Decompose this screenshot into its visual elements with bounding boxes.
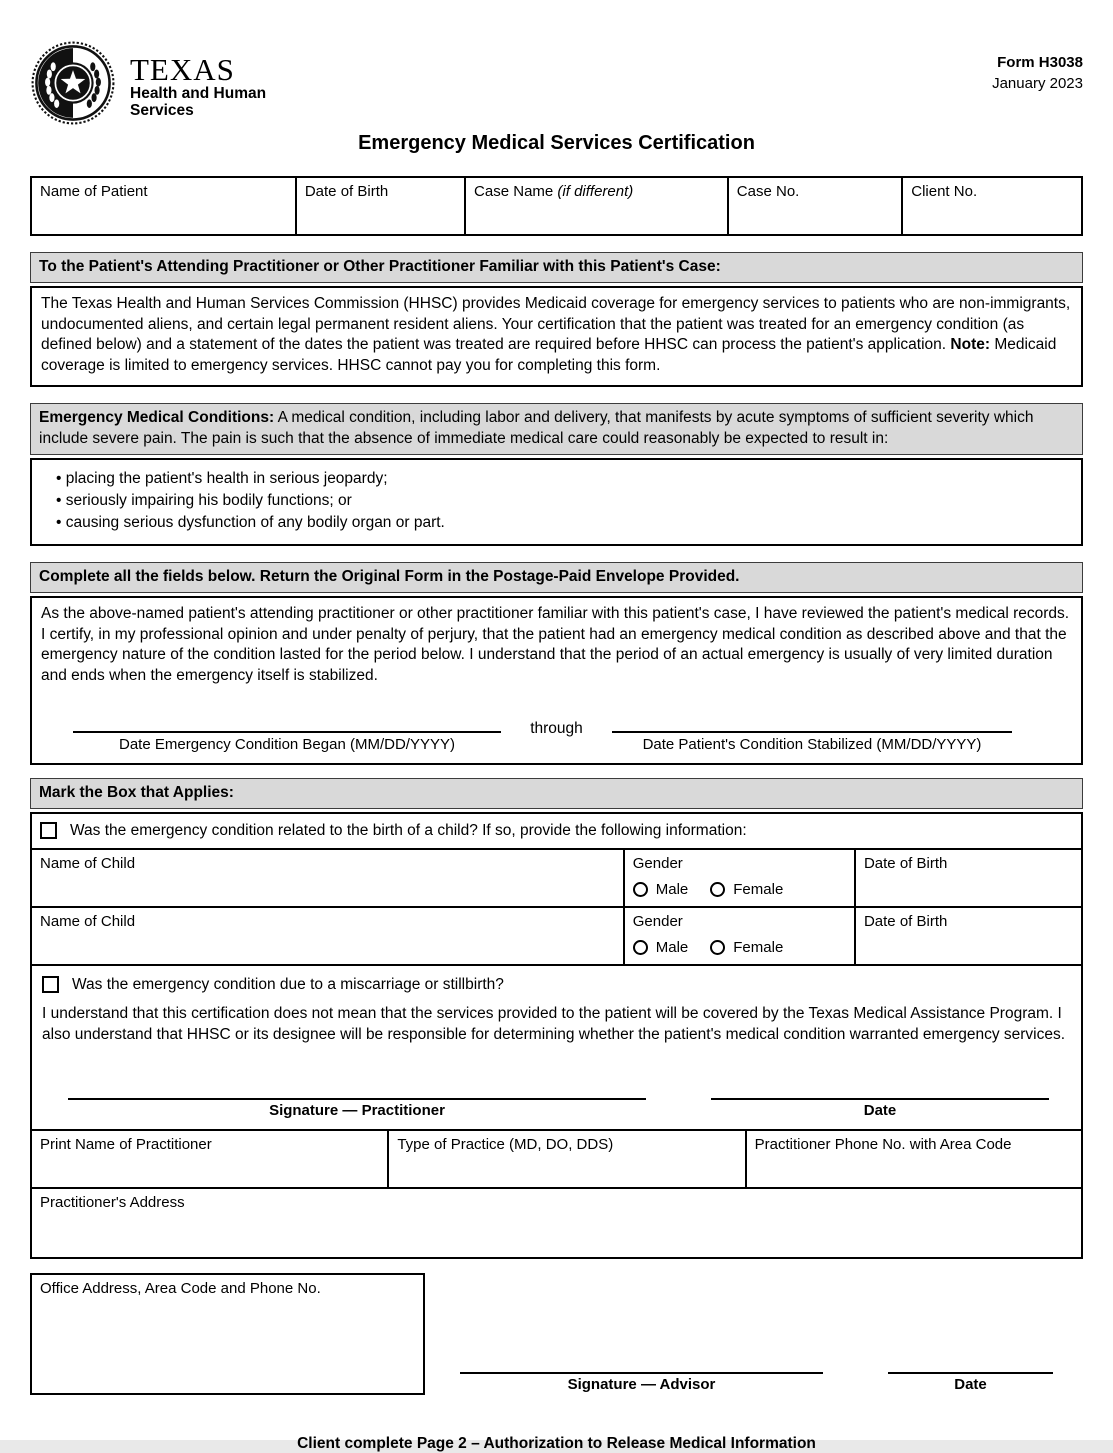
advisor-signature-line[interactable] [460, 1352, 823, 1374]
advisor-section [30, 1273, 1083, 1395]
advisor-signature-label: Signature — Advisor [567, 1375, 716, 1393]
male-radio[interactable] [633, 940, 648, 955]
field-practitioner-address[interactable] [31, 1188, 1082, 1258]
female-label: Female [733, 880, 784, 898]
field-label: Date of Birth [863, 912, 948, 930]
practitioner-date-line[interactable] [711, 1078, 1049, 1100]
field-label: Name of Child [40, 912, 136, 930]
date-stabilized-label: Date Patient's Condition Stabilized (MM/DD/YYYY) [642, 735, 982, 753]
form-number: Form H3038 [997, 54, 1083, 71]
logo-sub-text-2: Services [130, 102, 194, 120]
section-heading-emergency-conditions [30, 403, 1083, 455]
field-name-of-child[interactable] [31, 849, 624, 907]
miscarriage-checkbox[interactable] [42, 976, 59, 993]
certify-signature-block [30, 964, 1083, 1131]
field-label: Practitioner Phone No. with Area Code [754, 1135, 1012, 1153]
practitioner-notice-body [30, 286, 1083, 387]
practitioner-date-label: Date [863, 1101, 897, 1119]
emergency-conditions-lead: Emergency Medical Conditions: [39, 408, 275, 426]
bullet-item: • placing the patient's health in serious jeopardy; [56, 468, 1072, 490]
field-label: Gender [632, 912, 683, 930]
birth-question-row [31, 813, 1082, 849]
emergency-dates-row [41, 711, 1072, 755]
field-practitioner-phone[interactable] [746, 1130, 1082, 1188]
female-label: Female [733, 938, 784, 956]
logo-wordmark [130, 40, 266, 120]
footer-instruction: Client complete Page 2 – Authorization to Release Medical Information [297, 1434, 816, 1452]
field-label: Practitioner's Address [40, 1193, 185, 1211]
certification-box [30, 596, 1083, 765]
field-client-no[interactable] [902, 177, 1082, 235]
field-print-name-practitioner[interactable] [31, 1130, 388, 1188]
field-type-of-practice[interactable] [388, 1130, 745, 1188]
birth-child-table [30, 812, 1083, 966]
field-label: Office Address, Area Code and Phone No. [40, 1279, 321, 1297]
birth-question-label: Was the emergency condition related to the birth of a child? If so, provide the following information: [70, 821, 747, 839]
field-gender [624, 849, 855, 907]
field-label: Print Name of Practitioner [40, 1135, 212, 1153]
birth-child-checkbox[interactable] [40, 822, 57, 839]
male-label: Male [655, 938, 689, 956]
field-label: Name of Patient [40, 183, 148, 200]
understanding-text: I understand that this certification does not mean that the services provided to the patient will be covered by the Texas Medical Assistance Program. I also understand that HHSC or its designee will be responsible for determining whether the patient's medical condition warranted emergency services. [42, 1004, 1066, 1043]
texas-hhs-logo [30, 40, 266, 126]
page-title: Emergency Medical Services Certification [358, 132, 755, 154]
practitioner-signature-label: Signature — Practitioner [269, 1101, 445, 1119]
field-label-note: (if different) [553, 183, 634, 200]
field-office-address[interactable] [30, 1273, 425, 1395]
logo-sub-text-1: Health and Human [130, 85, 267, 102]
advisor-date-line[interactable] [888, 1352, 1053, 1374]
form-date: January 2023 [992, 75, 1083, 92]
bullet-item: • seriously impairing his bodily functions; or [56, 490, 1072, 512]
date-stabilized-input-line[interactable] [612, 711, 1012, 733]
section-heading-mark-box: Mark the Box that Applies: [30, 778, 1083, 809]
emergency-conditions-bullets [30, 458, 1083, 546]
practitioner-info-table [30, 1129, 1083, 1259]
field-label: Date of Birth [304, 183, 389, 200]
texas-hhs-seal-icon [30, 40, 116, 126]
field-name-of-child[interactable] [31, 907, 624, 965]
field-date-of-birth[interactable] [296, 177, 465, 235]
field-gender [624, 907, 855, 965]
date-began-input-line[interactable] [73, 711, 501, 733]
patient-info-table [30, 176, 1083, 236]
field-label: Name of Child [40, 854, 136, 872]
field-label: Case Name [474, 183, 554, 200]
field-child-date-of-birth[interactable] [855, 907, 1082, 965]
practitioner-signature-row [42, 1078, 1071, 1119]
header [30, 40, 1083, 126]
field-case-no[interactable] [728, 177, 902, 235]
advisor-date-label: Date [954, 1375, 987, 1393]
notice-text-after: Medicaid coverage is limited to emergency services. HHSC cannot pay you for completing this form. [41, 336, 1057, 375]
advisor-signature-row [425, 1273, 1083, 1395]
field-name-of-patient[interactable] [31, 177, 296, 235]
field-label: Client No. [911, 183, 978, 200]
notice-text: The Texas Health and Human Services Commission (HHSC) provides Medicaid coverage for emergency services to patients who are non-immigrants, undocumented aliens, and certain legal permanent resident aliens. Your certification that the patient was treated for an emergency condition (as defined below) and a statement of the dates the patient was treated are required before HHSC can process the patient's application. [41, 294, 1071, 354]
miscarriage-and-signature-cell [31, 965, 1082, 1130]
certification-body: As the above-named patient's attending practitioner or other practitioner familiar with this patient's case, I have reviewed the patient's medical records. I certify, in my professional opinion and under penalty of perjury, that the patient had an emergency medical condition as described above and that the emergency nature of the condition lasted for the period below. I understand that the period of an actual emergency is usually of very limited duration and ends when the emergency itself is stabilized. [41, 604, 1070, 685]
bullet-item: • causing serious dysfunction of any bodily organ or part. [56, 512, 1072, 534]
practitioner-signature-line[interactable] [68, 1078, 646, 1100]
field-child-date-of-birth[interactable] [855, 849, 1082, 907]
field-label: Case No. [736, 183, 800, 200]
miscarriage-question-label: Was the emergency condition due to a miscarriage or stillbirth? [72, 975, 504, 993]
form-meta [992, 40, 1083, 94]
notice-note-label: Note: [950, 336, 991, 354]
through-label: through [530, 719, 583, 737]
section-heading-practitioner-notice: To the Patient's Attending Practitioner or Other Practitioner Familiar with this Patient's Case: [30, 252, 1083, 283]
field-case-name[interactable] [465, 177, 728, 235]
female-radio[interactable] [710, 882, 725, 897]
male-radio[interactable] [633, 882, 648, 897]
emergency-conditions-text: A medical condition, including labor and delivery, that manifests by acute symptoms of sufficient severity which include severe pain. The pain is such that the absence of immediate medical care could reasonably be expected to result in: [39, 408, 1034, 447]
field-label: Date of Birth [863, 854, 948, 872]
section-heading-complete-fields: Complete all the fields below. Return the Original Form in the Postage-Paid Envelope Provided. [30, 562, 1083, 593]
female-radio[interactable] [710, 940, 725, 955]
logo-brand-text: TEXAS [130, 52, 235, 87]
date-began-label: Date Emergency Condition Began (MM/DD/YYYY) [119, 735, 455, 753]
field-label: Gender [632, 854, 683, 872]
field-label: Type of Practice (MD, DO, DDS) [397, 1135, 614, 1153]
male-label: Male [655, 880, 689, 898]
